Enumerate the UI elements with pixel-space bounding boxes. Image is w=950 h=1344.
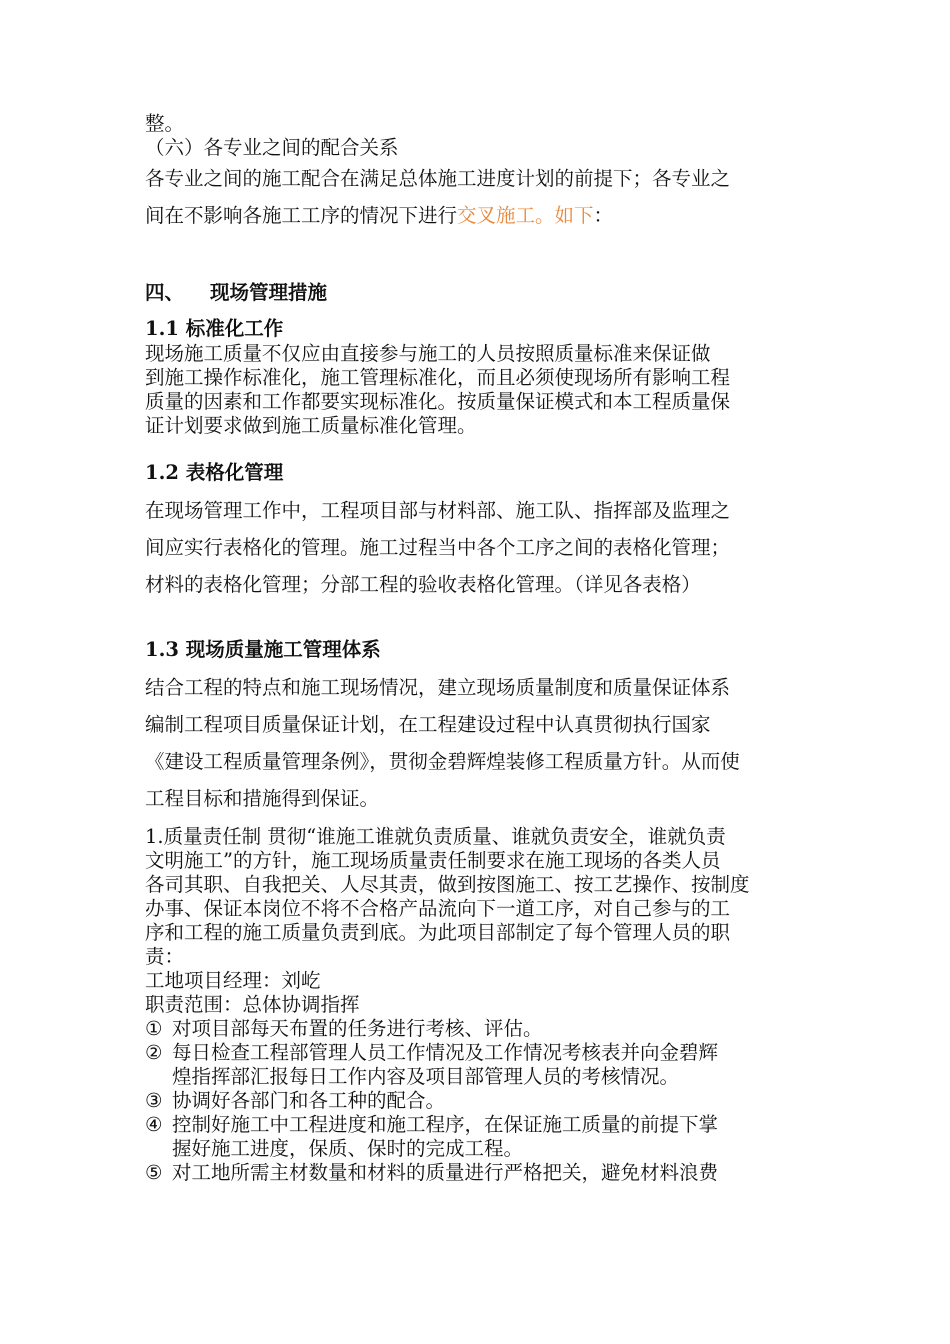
heading-1-2: 1.2 表格化管理 <box>145 461 284 484</box>
list-number: ⑤ <box>145 1161 163 1184</box>
paragraph-line: 材料的表格化管理；分部工程的验收表格化管理。（详见各表格） <box>145 573 701 596</box>
section-heading <box>145 280 810 306</box>
section-number: 四、 <box>145 281 185 304</box>
list-text: 控制好施工中工程进度和施工程序，在保证施工质量的前提下掌 <box>172 1113 719 1136</box>
list-text: 协调好各部门和各工种的配合。 <box>172 1089 446 1112</box>
paragraph-line: 序和工程的施工质量负责到底。为此项目部制定了每个管理人员的职 <box>145 921 731 944</box>
list-text: 对项目部每天布置的任务进行考核、评估。 <box>172 1017 543 1040</box>
list-item <box>145 1161 810 1185</box>
list-item <box>145 1017 810 1041</box>
text-run: ： <box>593 204 614 227</box>
text-run: 间在不影响各施工工序的情况下进行 <box>145 204 458 227</box>
list-item <box>145 1113 810 1161</box>
highlighted-text: 交叉施工。如下 <box>457 204 594 227</box>
paragraph-line <box>145 197 810 234</box>
list-text: 握好施工进度，保质、保时的完成工程。 <box>172 1137 524 1160</box>
paragraph-line: 编制工程项目质量保证计划，在工程建设过程中认真贯彻执行国家 <box>145 713 711 736</box>
paragraph-tail: 整。 <box>145 112 185 135</box>
list-text: 煌指挥部汇报每日工作内容及项目部管理人员的考核情况。 <box>172 1065 680 1088</box>
paragraph-line: 结合工程的特点和施工现场情况，建立现场质量制度和质量保证体系 <box>145 676 731 699</box>
paragraph-line: 间应实行表格化的管理。施工过程当中各个工序之间的表格化管理； <box>145 536 731 559</box>
list-item <box>145 1089 810 1113</box>
project-manager-line: 工地项目经理：刘屹 <box>145 969 321 992</box>
paragraph-line: 文明施工”的方针，施工现场质量责任制要求在施工现场的各类人员 <box>145 849 721 872</box>
section-title: 现场管理措施 <box>210 281 328 304</box>
paragraph-line: 到施工操作标准化，施工管理标准化，而且必须使现场所有影响工程 <box>145 366 731 389</box>
document-page <box>145 112 810 1185</box>
paragraph-1-3 <box>145 669 810 817</box>
list-number: ② <box>145 1041 163 1064</box>
duty-list <box>145 1017 810 1185</box>
heading-1-1: 1.1 标准化工作 <box>145 317 284 340</box>
subsection-title-coordination: （六）各专业之间的配合关系 <box>145 136 399 159</box>
list-number: ④ <box>145 1113 163 1136</box>
list-item <box>145 1041 810 1089</box>
paragraph-line: 现场施工质量不仅应由直接参与施工的人员按照质量标准来保证做 <box>145 342 711 365</box>
paragraph-line: 质量的因素和工作都要实现标准化。按质量保证模式和本工程质量保 <box>145 390 731 413</box>
paragraph-line: 工程目标和措施得到保证。 <box>145 787 380 810</box>
responsibility-paragraph <box>145 825 810 1017</box>
list-number: ① <box>145 1017 163 1040</box>
paragraph-line: 《建设工程质量管理条例》，贯彻金碧辉煌装修工程质量方针。从而使 <box>145 750 740 773</box>
paragraph-line: 证计划要求做到施工质量标准化管理。 <box>145 414 477 437</box>
paragraph-line: 在现场管理工作中，工程项目部与材料部、施工队、指挥部及监理之 <box>145 499 731 522</box>
paragraph-line: 1.质量责任制 贯彻“谁施工谁就负责质量、谁就负责安全，谁就负责 <box>145 825 726 848</box>
paragraph-line: 办事、保证本岗位不将不合格产品流向下一道工序，对自己参与的工 <box>145 897 731 920</box>
responsibility-scope-line: 职责范围：总体协调指挥 <box>145 993 360 1016</box>
paragraph-line: 责： <box>145 945 185 968</box>
paragraph-line: 各专业之间的施工配合在满足总体施工进度计划的前提下；各专业之 <box>145 167 731 190</box>
paragraph-1-2 <box>145 492 810 603</box>
paragraph-1-1 <box>145 342 810 438</box>
paragraph-line: 各司其职、自我把关、人尽其责，做到按图施工、按工艺操作、按制度 <box>145 873 750 896</box>
list-text: 每日检查工程部管理人员工作情况及工作情况考核表并向金碧辉 <box>172 1041 719 1064</box>
list-text: 对工地所需主材数量和材料的质量进行严格把关，避免材料浪费 <box>172 1161 719 1184</box>
heading-1-3: 1.3 现场质量施工管理体系 <box>145 638 381 661</box>
list-number: ③ <box>145 1089 163 1112</box>
